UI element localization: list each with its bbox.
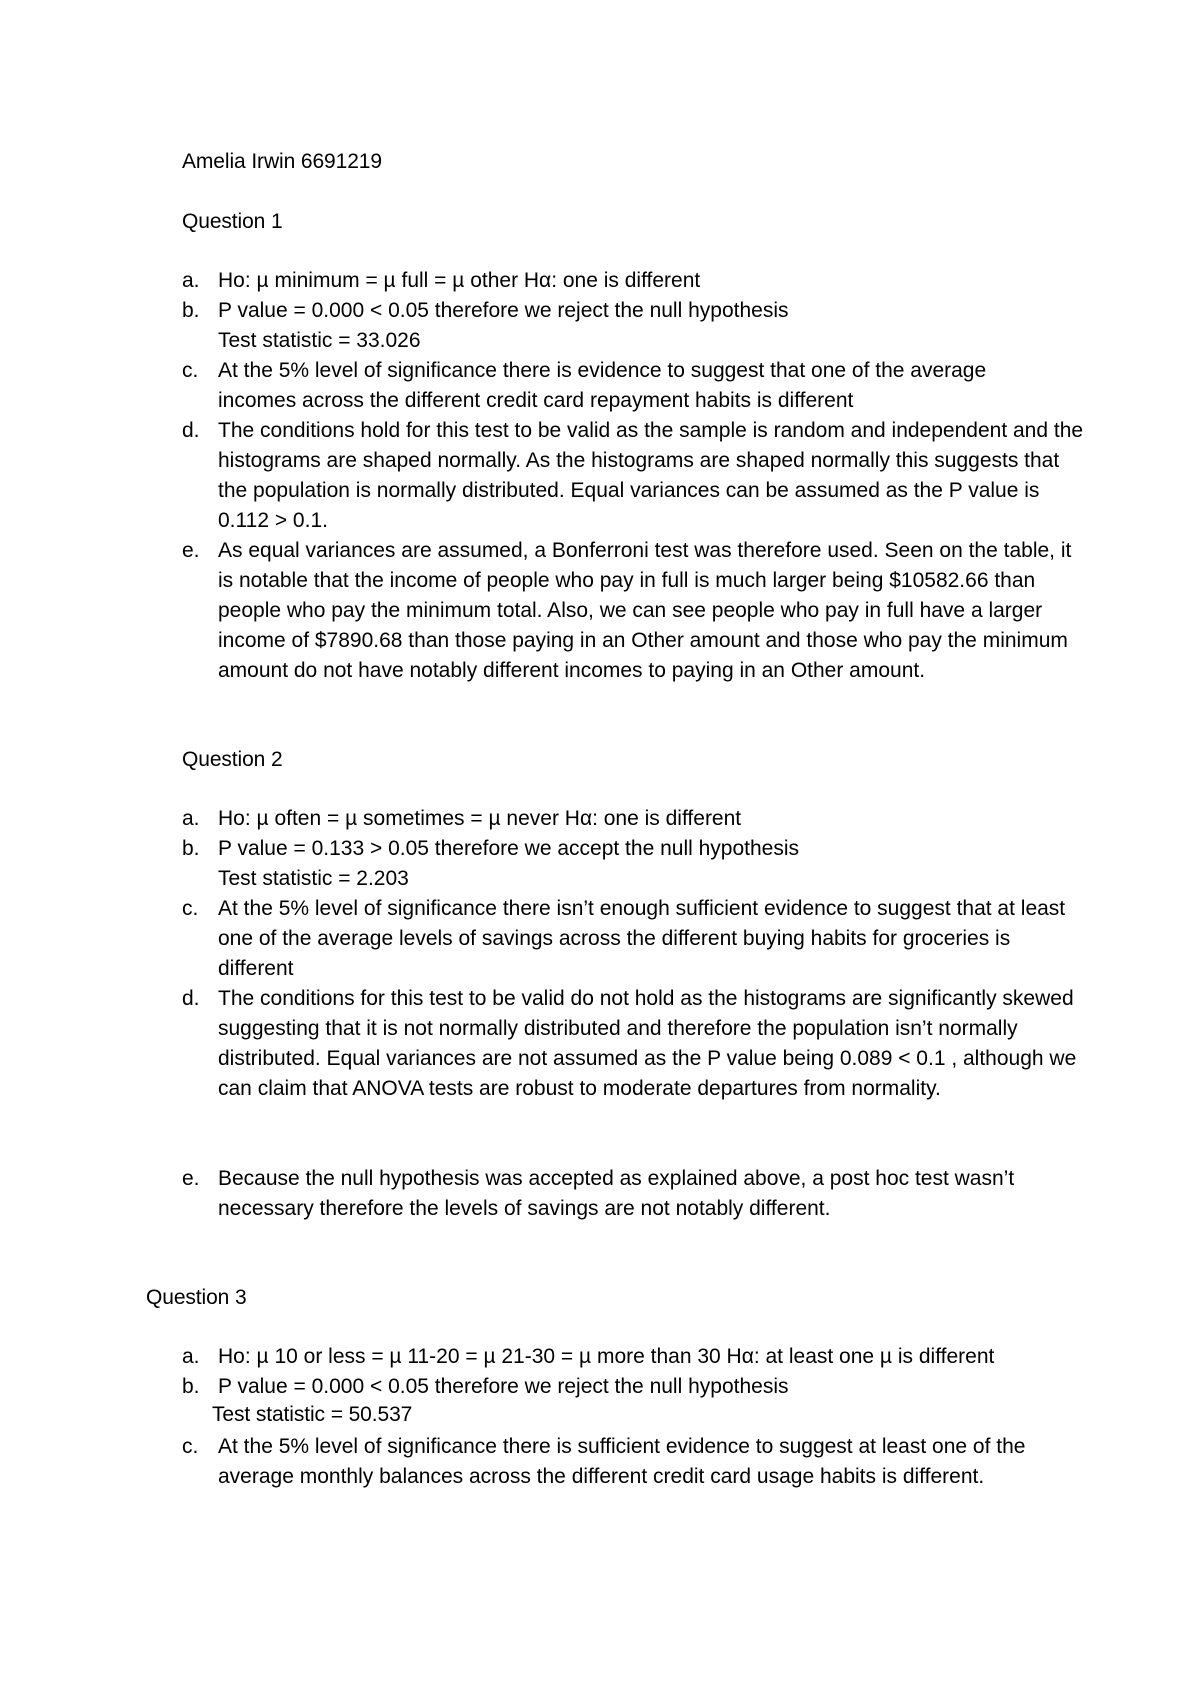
q1-p-value: P value = 0.000 < 0.05 therefore we reject the null hypothesis	[218, 299, 789, 322]
q1-item-b-text	[218, 296, 1098, 356]
q3-item-a	[182, 1342, 1082, 1372]
q1-item-d-text: The conditions hold for this test to be valid as the sample is random and independent and the histograms are shaped normally. As the histograms are shaped normally this suggests that the population is normally distributed. Equal variances can be assumed as the P value is 0.112 > 0.1.	[218, 419, 1084, 532]
q2-item-c	[182, 894, 1082, 984]
q2-item-a-text: Ho: µ often = µ sometimes = µ never Hα: one is different	[218, 807, 742, 830]
list-marker: b.	[182, 299, 200, 322]
question-2-heading: Question 2	[182, 748, 283, 771]
q1-item-a	[182, 266, 1082, 296]
q2-test-statistic: Test statistic = 2.203	[218, 867, 409, 890]
q2-item-a	[182, 804, 1082, 834]
q3-test-statistic: Test statistic = 50.537	[212, 1403, 413, 1426]
q3-item-b	[182, 1372, 1082, 1402]
q2-item-b-text	[218, 834, 1098, 894]
list-marker: b.	[182, 837, 200, 860]
q2-item-c-text: At the 5% level of significance there isn’t enough sufficient evidence to suggest that at least one of the average levels of savings across the different buying habits for groceries is different	[218, 897, 1066, 980]
q2-item-b	[182, 834, 1082, 894]
q1-item-b	[182, 296, 1082, 356]
q3-item-a-text: Ho: µ 10 or less = µ 11-20 = µ 21-30 = µ more than 30 Hα: at least one µ is different	[218, 1345, 995, 1368]
list-marker: e.	[182, 539, 200, 562]
q1-item-a-text: Ho: µ minimum = µ full = µ other Hα: one is different	[218, 269, 701, 292]
list-marker: c.	[182, 1435, 199, 1458]
list-marker: a.	[182, 269, 200, 292]
q1-test-statistic: Test statistic = 33.026	[218, 329, 421, 352]
q1-item-d	[182, 416, 1082, 536]
q3-item-c	[182, 1432, 1082, 1492]
author-header: Amelia Irwin 6691219	[182, 150, 382, 173]
list-marker: a.	[182, 807, 200, 830]
q3-item-b-text: P value = 0.000 < 0.05 therefore we reject the null hypothesis	[218, 1375, 789, 1398]
question-1-heading: Question 1	[182, 210, 283, 233]
q1-item-e-text: As equal variances are assumed, a Bonferroni test was therefore used. Seen on the table, it is notable that the income of people who pay in full is much larger being $10582.66 than people who pay the minimum total. Also, we can see people who pay in full have a larger income of $7890.68 than those paying in an Other amount and those who pay the minimum amount do not have notably different incomes to paying in an Other amount.	[218, 539, 1072, 682]
list-marker: b.	[182, 1375, 200, 1398]
q2-item-d-text: The conditions for this test to be valid do not hold as the histograms are significantly skewed suggesting that it is not normally distributed and therefore the population isn’t normally distributed. Equal variances are not assumed as the P value being 0.089 < 0.1 , although we can claim that ANOVA tests are robust to moderate departures from normality.	[218, 987, 1077, 1100]
question-3-heading: Question 3	[146, 1286, 247, 1309]
q1-item-e	[182, 536, 1082, 686]
list-marker: d.	[182, 987, 200, 1010]
q1-item-c	[182, 356, 1082, 416]
q2-item-e	[182, 1164, 1082, 1224]
q2-p-value: P value = 0.133 > 0.05 therefore we accept the null hypothesis	[218, 837, 800, 860]
q2-item-d	[182, 984, 1082, 1104]
list-marker: a.	[182, 1345, 200, 1368]
q3-item-c-text: At the 5% level of significance there is sufficient evidence to suggest at least one of the average monthly balances across the different credit card usage habits is different.	[218, 1435, 1026, 1488]
list-marker: e.	[182, 1167, 200, 1190]
list-marker: d.	[182, 419, 200, 442]
q2-item-e-text: Because the null hypothesis was accepted as explained above, a post hoc test wasn’t necessary therefore the levels of savings are not notably different.	[218, 1167, 1015, 1220]
list-marker: c.	[182, 897, 199, 920]
list-marker: c.	[182, 359, 199, 382]
q1-item-c-text: At the 5% level of significance there is evidence to suggest that one of the average incomes across the different credit card repayment habits is different	[218, 359, 987, 412]
